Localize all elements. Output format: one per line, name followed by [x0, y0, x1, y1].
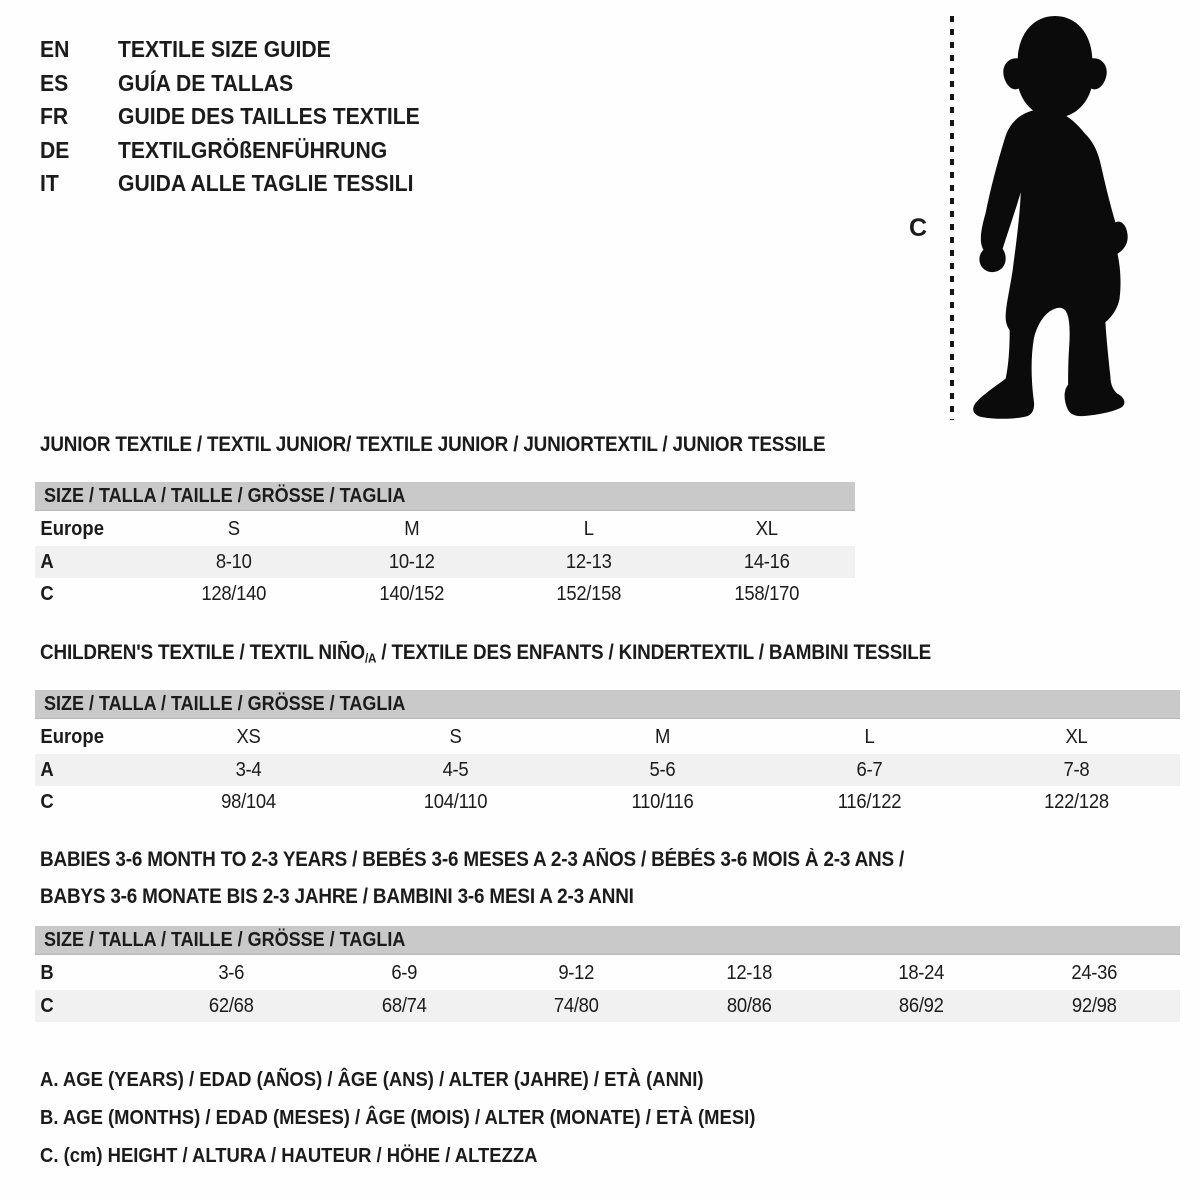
- children-title-subscript: /A: [364, 650, 377, 666]
- cell-value: 92/98: [1071, 993, 1117, 1017]
- language-code: DE: [40, 136, 70, 163]
- row-label: C: [40, 993, 54, 1017]
- junior-table-rows: [35, 513, 855, 611]
- size-header-label: SIZE / TALLA / TAILLE / GRÖSSE / TAGLIA: [44, 484, 406, 507]
- guide-title-it: GUIDA ALLE TAGLIE TESSILI: [118, 170, 414, 197]
- language-row-de: [40, 134, 446, 168]
- legend-height-cm: C. (cm) HEIGHT / ALTURA / HAUTEUR / HÖHE / ALTEZZA: [40, 1144, 538, 1167]
- guide-title-fr: GUIDE DES TAILLES TEXTILE: [118, 103, 420, 130]
- language-code: ES: [40, 69, 69, 96]
- cell-value: 10-12: [388, 549, 435, 573]
- row-label: A: [40, 757, 54, 781]
- cell-value: 12-18: [725, 961, 772, 985]
- children-title-suffix: / TEXTILE DES ENFANTS / KINDERTEXTIL / BAMBINI TESSILE: [376, 641, 932, 664]
- cell-value: 18-24: [898, 961, 945, 985]
- cell-value: 140/152: [378, 582, 444, 606]
- cell-value: M: [654, 725, 671, 749]
- cell-value: 158/170: [733, 582, 799, 606]
- cell-value: 104/110: [423, 790, 488, 814]
- row-label: Europe: [40, 725, 104, 749]
- cell-value: 3-4: [235, 757, 262, 781]
- cell-value: 86/92: [898, 993, 944, 1017]
- cell-value: 24-36: [1070, 961, 1117, 985]
- cell-value: 14-16: [743, 549, 790, 573]
- size-header-bar: [35, 690, 1180, 719]
- cell-value: 3-6: [218, 961, 245, 985]
- cell-value: L: [583, 517, 594, 541]
- cell-value: 6-7: [856, 757, 883, 781]
- height-dashed-line: [950, 16, 954, 420]
- table-row: [35, 578, 855, 611]
- cell-value: XL: [755, 517, 778, 541]
- height-measure-label: C: [909, 214, 928, 242]
- row-label: A: [40, 549, 54, 573]
- babies-section-title-line2: BABYS 3-6 MONATE BIS 2-3 JAHRE / BAMBINI 3-6 MESI A 2-3 ANNI: [40, 885, 634, 908]
- row-label: C: [40, 790, 54, 814]
- children-title-prefix: CHILDREN'S TEXTILE / TEXTIL NIÑO: [40, 641, 365, 664]
- cell-value: L: [864, 725, 875, 749]
- table-row: [35, 546, 855, 579]
- row-label: B: [40, 961, 54, 985]
- language-title-list: [40, 33, 446, 201]
- junior-section-title: JUNIOR TEXTILE / TEXTIL JUNIOR/ TEXTILE JUNIOR / JUNIORTEXTIL / JUNIOR TESSILE: [40, 433, 826, 456]
- cell-value: 74/80: [553, 993, 599, 1017]
- table-row: [35, 786, 1180, 819]
- language-row-fr: [40, 100, 446, 134]
- legend-age-months: B. AGE (MONTHS) / EDAD (MESES) / ÂGE (MOIS) / ALTER (MONATE) / ETÀ (MESI): [40, 1106, 756, 1129]
- guide-title-es: GUÍA DE TALLAS: [118, 69, 294, 96]
- cell-value: S: [449, 725, 462, 749]
- cell-value: 128/140: [201, 582, 267, 606]
- children-table-rows: [35, 721, 1180, 819]
- babies-size-table: [35, 926, 1180, 1022]
- cell-value: M: [403, 517, 419, 541]
- cell-value: 110/116: [631, 790, 694, 814]
- row-label: Europe: [40, 517, 104, 541]
- cell-value: 98/104: [221, 790, 276, 814]
- size-header-bar: [35, 482, 855, 511]
- children-section-title: [40, 641, 931, 666]
- toddler-silhouette-icon: [963, 14, 1143, 424]
- cell-value: 80/86: [726, 993, 772, 1017]
- table-row: [35, 721, 1180, 754]
- babies-table-rows: [35, 957, 1180, 1022]
- cell-value: XS: [236, 725, 261, 749]
- cell-value: 4-5: [442, 757, 469, 781]
- language-row-en: [40, 33, 446, 67]
- cell-value: 12-13: [565, 549, 612, 573]
- language-code: IT: [40, 170, 59, 197]
- size-header-bar: [35, 926, 1180, 955]
- table-row: [35, 957, 1180, 990]
- table-row: [35, 754, 1180, 787]
- language-code: FR: [40, 103, 69, 130]
- language-row-es: [40, 67, 446, 101]
- guide-title-en: TEXTILE SIZE GUIDE: [118, 36, 331, 63]
- cell-value: 8-10: [215, 549, 252, 573]
- legend-age-years: A. AGE (YEARS) / EDAD (AÑOS) / ÂGE (ANS) / ALTER (JAHRE) / ETÀ (ANNI): [40, 1068, 704, 1091]
- cell-value: 6-9: [390, 961, 417, 985]
- cell-value: 9-12: [558, 961, 595, 985]
- cell-value: 152/158: [556, 582, 622, 606]
- guide-title-de: TEXTILGRÖßENFÜHRUNG: [118, 136, 388, 163]
- language-code: EN: [40, 36, 70, 63]
- cell-value: 68/74: [381, 993, 427, 1017]
- junior-size-table: [35, 482, 855, 611]
- cell-value: S: [227, 517, 240, 541]
- cell-value: XL: [1065, 725, 1088, 749]
- table-row: [35, 513, 855, 546]
- cell-value: 116/122: [837, 790, 902, 814]
- table-row: [35, 990, 1180, 1023]
- cell-value: 62/68: [208, 993, 254, 1017]
- cell-value: 5-6: [649, 757, 676, 781]
- cell-value: 7-8: [1063, 757, 1090, 781]
- babies-section-title-line1: BABIES 3-6 MONTH TO 2-3 YEARS / BEBÉS 3-6 MESES A 2-3 AÑOS / BÉBÉS 3-6 MOIS À 2-3 ANS /: [40, 848, 905, 871]
- height-measure-figure: [905, 14, 1160, 426]
- language-row-it: [40, 167, 446, 201]
- row-label: C: [40, 582, 54, 606]
- cell-value: 122/128: [1044, 790, 1109, 814]
- children-size-table: [35, 690, 1180, 819]
- size-header-label: SIZE / TALLA / TAILLE / GRÖSSE / TAGLIA: [44, 928, 406, 951]
- size-header-label: SIZE / TALLA / TAILLE / GRÖSSE / TAGLIA: [44, 692, 406, 715]
